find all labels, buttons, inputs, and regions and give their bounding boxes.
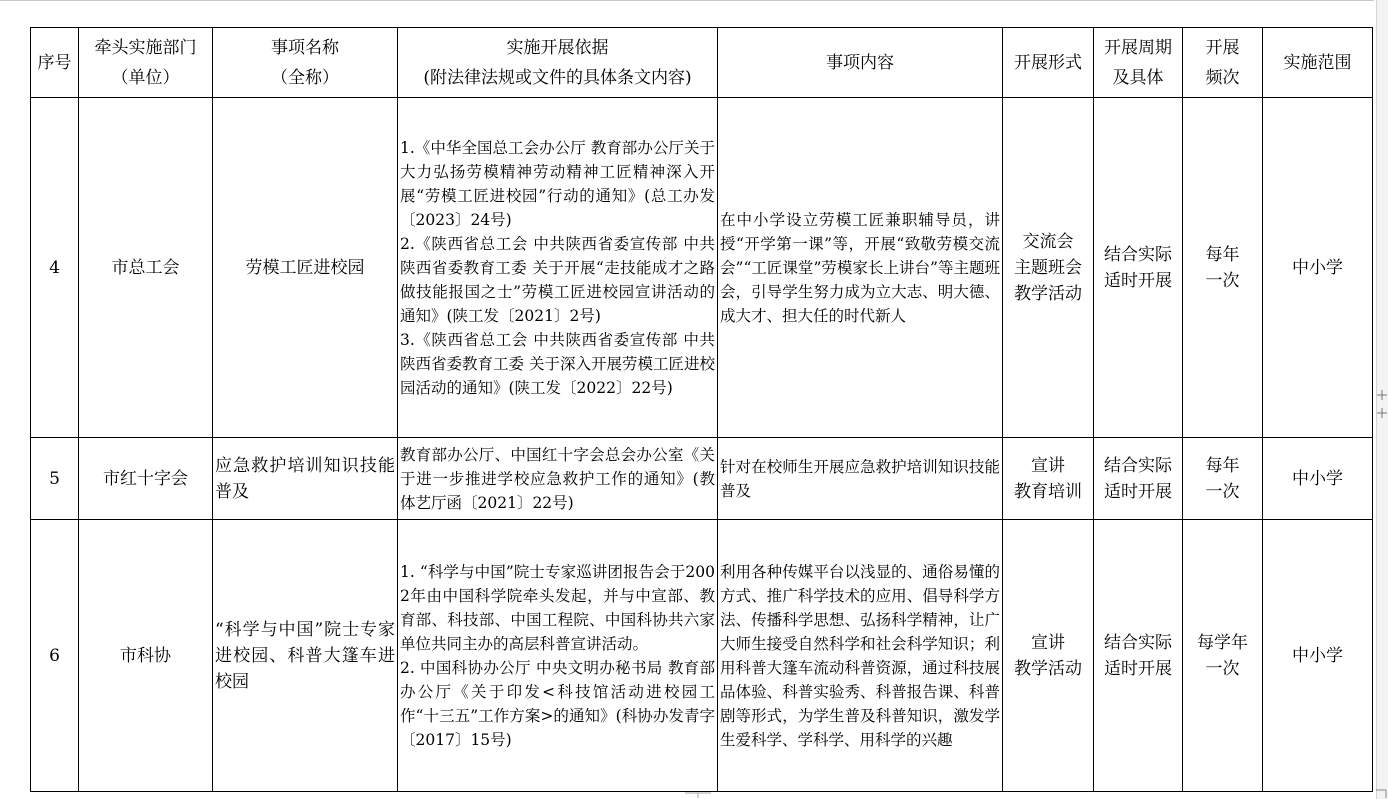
cell-form: 宣讲 教学活动: [1003, 520, 1094, 792]
corner-handle-icon[interactable]: [1374, 788, 1388, 799]
cell-scope: 中小学: [1263, 438, 1373, 520]
table-row: [31, 438, 1373, 520]
header-period: 开展周期 及具体: [1094, 28, 1183, 98]
cell-dept: 市总工会: [79, 98, 213, 438]
cell-form: 交流会 主题班会 教学活动: [1003, 98, 1094, 438]
header-content: 事项内容: [718, 28, 1003, 98]
header-seq: 序号: [31, 28, 79, 98]
cell-seq: 5: [31, 438, 79, 520]
cell-content: 针对在校师生开展应急救护培训知识技能普及: [718, 438, 1003, 520]
header-form: 开展形式: [1003, 28, 1094, 98]
cell-form: 宣讲 教育培训: [1003, 438, 1094, 520]
cell-content: 利用各种传媒平台以浅显的、通俗易懂的方式、推广科学技术的应用、倡导科学方法、传播科学思想、弘扬科学精神，让广大师生接受自然科学和社会科学知识；利用科普大篷车流动科普资源，通过科技展品体验、科普实验秀、科普报告课、科普剧等形式，为学生普及科普知识，激发学生爱科学、学科学、用科学的兴趣: [718, 520, 1003, 792]
cell-freq: 每年 一次: [1183, 98, 1263, 438]
cell-dept: 市红十字会: [79, 438, 213, 520]
table-row: [31, 520, 1373, 792]
items-table: [30, 27, 1373, 792]
cell-period: 结合实际 适时开展: [1094, 438, 1183, 520]
cell-basis: 1.《中华全国总工会办公厅 教育部办公厅关于大力弘扬劳模精神劳动精神工匠精神深入开展“劳模工匠进校园”行动的通知》(总工办发〔2023〕24号) 2.《陕西省总工会 中共陕西省委宣传部 中共陕西省委教育工委 关于开展“走技能成才之路 做技能报国之士”劳模工匠进校园宣讲活动的通知》(陕工发〔2021〕2号) 3.《陕西省总工会 中共陕西省委宣传部 中共陕西省委教育工委 关于深入开展劳模工匠进校园活动的通知》(陕工发〔2022〕22号): [398, 98, 718, 438]
cell-name: 应急救护培训知识技能普及: [213, 438, 398, 520]
cell-name: “科学与中国”院士专家进校园、科普大篷车进校园: [213, 520, 398, 792]
header-dept: 牵头实施部门 （单位）: [79, 28, 213, 98]
header-scope: 实施范围: [1263, 28, 1373, 98]
cell-seq: 4: [31, 98, 79, 438]
header-basis: 实施开展依据 (附法律法规或文件的具体条文内容): [398, 28, 718, 98]
cell-seq: 6: [31, 520, 79, 792]
cell-period: 结合实际 适时开展: [1094, 520, 1183, 792]
table-resize-handle-icon[interactable]: [683, 791, 713, 799]
header-freq: 开展 频次: [1183, 28, 1263, 98]
cell-basis: 教育部办公厅、中国红十字会总会办公室《关于进一步推进学校应急救护工作的通知》(教体艺厅函〔2021〕22号): [398, 438, 718, 520]
cell-scope: 中小学: [1263, 520, 1373, 792]
cell-content: 在中小学设立劳模工匠兼职辅导员，讲授“开学第一课”等，开展“致敬劳模交流会”“工匠课堂”劳模家长上讲台”等主题班会，引导学生努力成为立大志、明大德、成大才、担大任的时代新人: [718, 98, 1003, 438]
page-top-border: [0, 0, 1374, 1]
cell-freq: 每年 一次: [1183, 438, 1263, 520]
table-row: [31, 98, 1373, 438]
cell-name: 劳模工匠进校园: [213, 98, 398, 438]
header-name: 事项名称 （全称）: [213, 28, 398, 98]
cell-period: 结合实际 适时开展: [1094, 98, 1183, 438]
cell-dept: 市科协: [79, 520, 213, 792]
table-header-row: [31, 28, 1373, 98]
add-row-icon[interactable]: [1377, 386, 1387, 422]
cell-freq: 每学年 一次: [1183, 520, 1263, 792]
cell-scope: 中小学: [1263, 98, 1373, 438]
cell-basis: 1. “科学与中国”院士专家巡讲团报告会于2002年由中国科学院牵头发起，并与中宣部、教育部、科技部、中国工程院、中国科协共六家单位共同主办的高层科普宣讲活动。 2. 中国科协办公厅 中央文明办秘书局 教育部办公厅《关于印发<科技馆活动进校园工作“十三五”工作方案>的通知》(科协办发青字〔2017〕15号): [398, 520, 718, 792]
